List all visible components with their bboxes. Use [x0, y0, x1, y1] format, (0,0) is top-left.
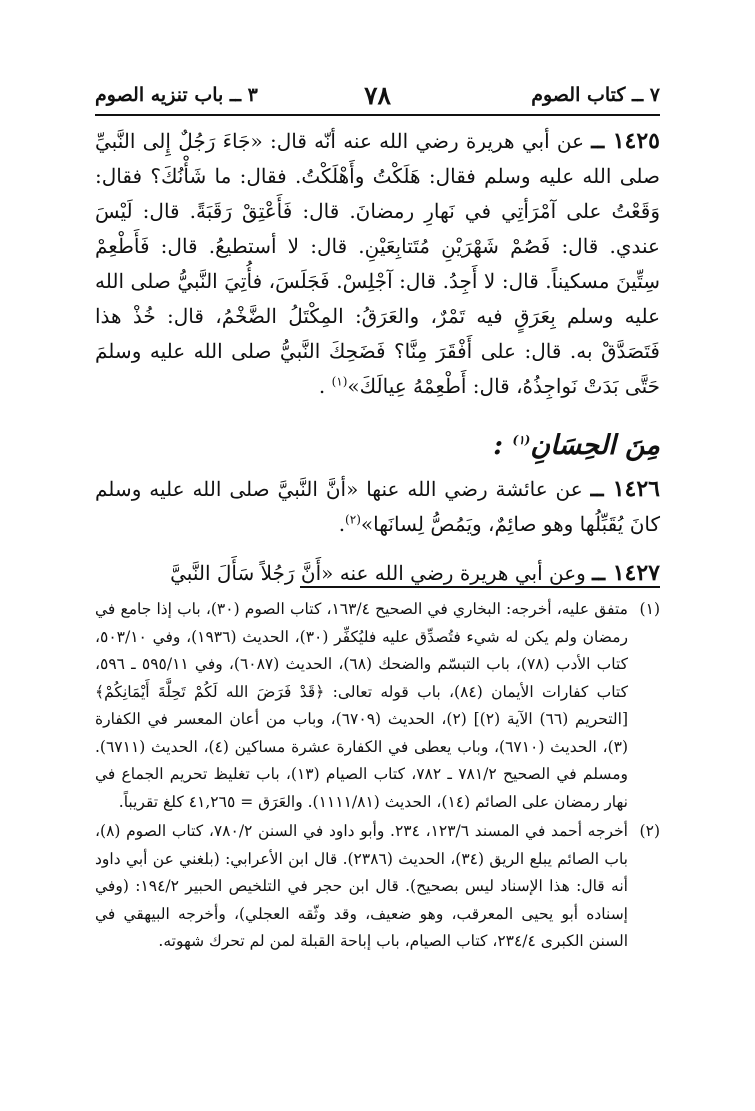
- hadith-text: عن أبي هريرة رضي الله عنه أنّه قال: «جَاءَ رَجُلٌ إِلى النَّبيِّ صلى الله عليه وسلم فقال: هَلَكْتُ وأَهْلَكْتُ. فقال: ما شَأْنُكَ؟ فقال: وَقَعْتُ على آمْرَأتِي في نَهارِ رمضانَ. قال: فَأَعْتِقْ رَقَبَةً. قال: لَيْسَ عندي. قال: فَصُمْ شَهْرَيْنِ مُتَتابِعَيْنِ. قال: لا أستطيعُ. قال: فَأَطْعِمْ سِتِّينَ مسكيناً. قال: لا أَجِدُ. قال: آجْلِسْ. فَجَلَسَ، فأُتِيَ النَّبيُّ صلى الله عليه وسلم بِعَرَقٍ فيه تَمْرٌ، والعَرَقُ: المِكْتَلُ الضَّخْمُ، قال: خُذْ هذا فَتَصَدَّقْ به. قال: على أَفْقَرَ مِنَّا؟ فَضَحِكَ النَّبيُّ صلى الله عليه وسلمَ حَتَّى بَدَتْ نَواجِذُهُ، قال: أَطْعِمْهُ عِيالَكَ»: [95, 129, 660, 398]
- footnote-ref: (٢): [345, 512, 361, 527]
- footnote-1: [95, 596, 660, 816]
- hadith-end: .: [338, 512, 346, 536]
- hadith-text: عن عائشة رضي الله عنها «أنَّ النَّبيَّ صلى الله عليه وسلم كانَ يُقَبِّلُها وهو صائِمٌ، ويَمُصُّ لِسانَها»: [95, 477, 660, 536]
- section-heading-text: مِنَ الحِسَانِ: [530, 430, 660, 461]
- hadith-1426: [95, 472, 660, 542]
- footnote-text: أخرجه أحمد في المسند ١٢٣/٦، ٢٣٤. وأبو داود في السنن ٧٨٠/٢، كتاب الصوم (٨)، باب الصائم يبلع الريق (٣٤)، الحديث (٢٣٨٦). قال ابن الأعرابي: (بلغني عن أبي داود أنه قال: هذا الإسناد ليس بصحيح). قال ابن حجر في التلخيص الحبير ١٩٤/٢: (وفي إسناده أبو يحيى المعرقب، وهو ضعيف، وقد وثّقه العجلي)، وأخرجه البيهقي في السنن الكبرى ٢٣٤/٤، كتاب الصيام، باب إباحة القبلة لمن لم تحرك شهوته.: [95, 822, 628, 950]
- hadith-number: ١٤٢٦ ــ: [590, 476, 660, 502]
- hadith-1425: [95, 124, 660, 404]
- header-divider: [95, 114, 660, 116]
- footnote-text: متفق عليه، أخرجه: البخاري في الصحيح ١٦٣/٤، كتاب الصوم (٣٠)، باب إذا جامع في رمضان ولم يكن له شيء فتُصدِّق عليه فليُكفِّر (٣٠)، الحديث (١٩٣٦)، وفي ٥٠٣/١٠، كتاب الأدب (٧٨)، باب التبسّم والضحك (٦٨)، الحديث (٦٠٨٧)، وفي ٥٩٥/١١ ـ ٥٩٦، كتاب كفارات الأيمان (٨٤)، باب قوله تعالى: ﴿قَدْ فَرَضَ الله لَكُمْ تَحِلَّةَ أَيْمَانِكُمْ﴾ [التحريم (٦٦) الآية (٢)] (٢)، الحديث (٦٧٠٩)، وباب من أعان المعسر في الكفارة (٣)، الحديث (٦٧١٠)، وباب يعطى في الكفارة عشرة مساكين (٤)، الحديث (٦٧١١). ومسلم في الصحيح ٧٨١/٢ ـ ٧٨٢، كتاب الصيام (١٣)، باب تغليظ تحريم الجماع في نهار رمضان على الصائم (١٤)، الحديث (١١١١/٨١). والعَرَق = ٤١,٢٦٥ كلغ تقريباً.: [95, 600, 629, 811]
- page-number: ٧٨: [364, 81, 391, 110]
- footnote-ref: (١): [331, 374, 348, 389]
- hadith-number: ١٤٢٥ ــ: [591, 128, 660, 154]
- footnote-2: [95, 818, 660, 956]
- footnote-number: (١): [639, 600, 660, 618]
- footnote-number: (٢): [639, 822, 660, 840]
- main-text: [95, 124, 660, 591]
- section-title: ٣ ــ باب تنزيه الصوم: [95, 84, 258, 106]
- hadith-text: وعن أبي هريرة رضي الله عنه «أَنَّ رَجُلاً سَأَلَ النَّبيَّ: [170, 561, 593, 585]
- section-heading: [95, 426, 660, 466]
- hadith-number: ١٤٢٧ ــ: [592, 560, 660, 586]
- footnote-ref: (١): [512, 433, 531, 447]
- chapter-title: ٧ ــ كتاب الصوم: [531, 84, 660, 106]
- footnotes: [95, 596, 660, 958]
- page-header: [95, 81, 660, 116]
- footnote-divider: [300, 586, 660, 588]
- section-heading-colon: :: [493, 430, 513, 461]
- hadith-end: .: [318, 374, 332, 398]
